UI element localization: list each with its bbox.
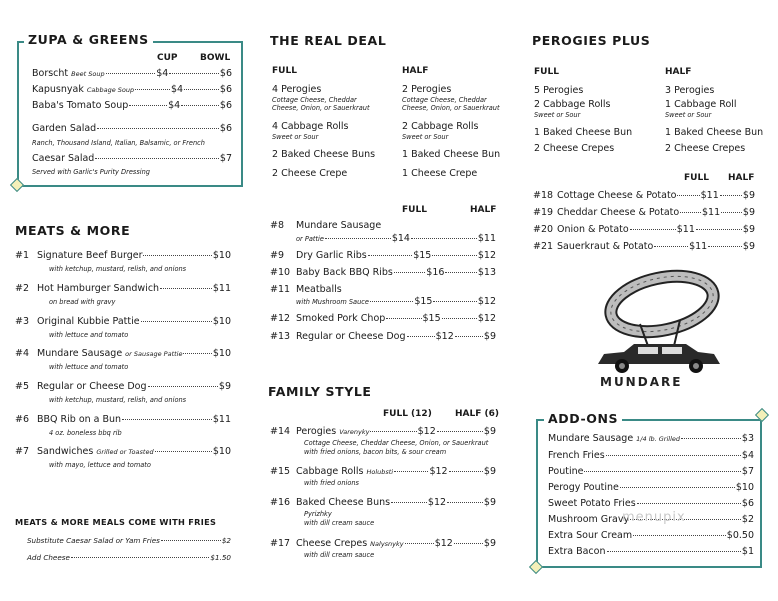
meats-title: MEATS & MORE (15, 223, 131, 238)
addon-item: Mushroom Gravy $2 (548, 514, 754, 525)
caesar-salad: Caesar Salad $7 (32, 153, 232, 164)
deal-item: #11 Meatballs (270, 284, 342, 295)
half-label: HALF (402, 66, 429, 76)
deal-items-half-label: HALF (470, 205, 497, 215)
deal-items-full-label: FULL (402, 205, 427, 215)
deal-half-item-sub: Cheese, Onion, or Sauerkraut (402, 104, 500, 112)
car-icon (598, 344, 720, 373)
pp-full-item: 2 Cabbage Rolls (534, 99, 611, 110)
perogies-plus-title: PEROGIES PLUS (532, 33, 651, 48)
meats-item: #3 Original Kubbie Pattie $10 (15, 316, 231, 327)
pp-half-item: 1 Cabbage Roll (665, 99, 737, 110)
family-half-label: HALF (6) (455, 409, 500, 419)
addon-item: Poutine $7 (548, 466, 754, 477)
caesar-salad-note: Served with Garlic's Purity Dressing (32, 168, 150, 176)
addon-item: Extra Bacon $1 (548, 546, 754, 557)
fries-note: MEATS & MORE MEALS COME WITH FRIES (15, 517, 217, 527)
meats-item-desc: with ketchup, mustard, relish, and onions (49, 396, 187, 404)
deal-half-item: 2 Perogies (402, 84, 452, 95)
pp-items-half-label: HALF (728, 173, 755, 183)
family-item: #15 Cabbage Rolls Holubsti $12 $9 (270, 466, 497, 477)
family-item-desc: with dill cream sauce (304, 551, 375, 559)
family-item-desc: with dill cream sauce (304, 519, 375, 527)
full-label: FULL (272, 66, 297, 76)
meats-item: #4 Mundare Sausage or Sausage Pattie $10 (15, 348, 231, 359)
family-item: #14 Perogies Varenyky $12 $9 (270, 426, 496, 437)
meats-item: #1 Signature Beef Burger $10 (15, 250, 231, 261)
meats-item: #5 Regular or Cheese Dog $9 (15, 381, 231, 392)
meats-item: #2 Hot Hamburger Sandwich $11 (15, 283, 231, 294)
deal-half-item-sub: Cottage Cheese, Cheddar (402, 96, 487, 104)
deal-item: #10 Baby Back BBQ Ribs $16 $13 (270, 267, 497, 278)
deal-half-item: 1 Cheese Crepe (402, 168, 478, 179)
deal-item: #12 Smoked Pork Chop $15 $12 (270, 313, 496, 324)
addon-item: Perogy Poutine $10 (548, 482, 754, 493)
pp-full-item: 1 Baked Cheese Bun (534, 127, 633, 138)
pp-half-item: 3 Perogies (665, 85, 715, 96)
real-deal-title: THE REAL DEAL (270, 33, 387, 48)
pp-half-item-sub: Sweet or Sour (665, 111, 712, 119)
meats-item: #6 BBQ Rib on a Bun $11 (15, 414, 231, 425)
meats-item-desc: with lettuce and tomato (49, 331, 129, 339)
deal-full-item: 4 Cabbage Rolls (272, 121, 349, 132)
family-full-label: FULL (12) (383, 409, 432, 419)
meats-item-desc: with mayo, lettuce and tomato (49, 461, 151, 469)
deal-full-item: 2 Baked Cheese Buns (272, 149, 376, 160)
pp-half-label: HALF (665, 67, 692, 77)
pp-full-item-sub: Sweet or Sour (534, 111, 581, 119)
addon-item: Mundare Sausage 1/4 lb. Grilled $3 (548, 433, 754, 444)
meats-item-desc: 4 oz. boneless bbq rib (49, 429, 122, 437)
addons-title: ADD-ONS (544, 411, 622, 426)
garden-salad: Garden Salad $6 (32, 123, 232, 134)
pp-item: #18 Cottage Cheese & Potato $11 $9 (533, 190, 755, 201)
sausage-ring-icon (606, 268, 719, 340)
meats-extra: Substitute Caesar Salad or Yam Fries $2 (27, 536, 231, 545)
addon-item: Sweet Potato Fries $6 (548, 498, 754, 509)
family-item: #17 Cheese Crepes Nalysnyky $12 $9 (270, 538, 496, 549)
deal-half-item: 1 Baked Cheese Bun (402, 149, 501, 160)
deal-full-item-sub: Cheese, Onion, or Sauerkraut (272, 104, 370, 112)
deal-full-item: 4 Perogies (272, 84, 322, 95)
deal-full-item-sub: Sweet or Sour (272, 133, 319, 141)
pp-item: #20 Onion & Potato $11 $9 (533, 224, 756, 235)
pp-half-item: 2 Cheese Crepes (665, 143, 746, 154)
family-title: FAMILY STYLE (268, 384, 372, 399)
deal-item: #13 Regular or Cheese Dog $12 $9 (270, 331, 496, 342)
cup-label: CUP (157, 53, 178, 63)
deal-item: #8 Mundare Sausage (270, 220, 382, 231)
deal-item: #9 Dry Garlic Ribs $15 $12 (270, 250, 497, 261)
meats-item-desc: with ketchup, mustard, relish, and onions (49, 265, 187, 273)
family-item: #16 Baked Cheese Buns $12 $9 (270, 497, 496, 508)
deal-full-item: 2 Cheese Crepe (272, 168, 348, 179)
pp-full-label: FULL (534, 67, 559, 77)
mundare-logo-text: MUNDARE (600, 375, 683, 389)
mundare-logo-illustration (590, 268, 730, 380)
pp-full-item: 2 Cheese Crepes (534, 143, 615, 154)
watermark-text: menupix (622, 510, 686, 525)
zupa-item: Borscht Beet Soup $4 $6 (32, 68, 233, 79)
zupa-item: Kapusnyak Cabbage Soup $4 $6 (32, 84, 232, 95)
meats-item: #7 Sandwiches Grilled or Toasted $10 (15, 446, 231, 457)
family-item-desc: with fried onions (304, 479, 359, 487)
pp-full-item: 5 Perogies (534, 85, 584, 96)
meats-extra: Add Cheese $1.50 (27, 553, 231, 562)
meats-item-desc: with lettuce and tomato (49, 363, 129, 371)
zupa-item: Baba's Tomato Soup $4 $6 (32, 100, 232, 111)
family-item-desc: with fried onions, bacon bits, & sour cream (304, 448, 447, 456)
deal-full-item-sub: Cottage Cheese, Cheddar (272, 96, 357, 104)
pp-item: #21 Sauerkraut & Potato $11 $9 (533, 241, 756, 252)
pp-items-full-label: FULL (684, 173, 709, 183)
deal-half-item-sub: Sweet or Sour (402, 133, 449, 141)
pp-item: #19 Cheddar Cheese & Potato $11 $9 (533, 207, 756, 218)
deal-item-line2: with Mushroom Sauce $15 $12 (296, 296, 497, 307)
zupa-title: ZUPA & GREENS (24, 32, 153, 47)
deal-half-item: 2 Cabbage Rolls (402, 121, 479, 132)
addon-item: French Fries $4 (548, 450, 754, 461)
bowl-label: BOWL (200, 53, 231, 63)
pp-half-item: 1 Baked Cheese Bun (665, 127, 764, 138)
family-item-desc: Cottage Cheese, Cheddar Cheese, Onion, or Sauerkraut (304, 439, 489, 447)
meats-item-desc: on bread with gravy (49, 298, 116, 306)
deal-item-line2: or Pattie $14 $11 (296, 233, 497, 244)
garden-salad-dressings: Ranch, Thousand Island, Italian, Balsamic, or French (32, 139, 205, 147)
family-item-desc: Pyrizhky (304, 510, 332, 518)
addon-item: Extra Sour Cream $0.50 (548, 530, 754, 541)
